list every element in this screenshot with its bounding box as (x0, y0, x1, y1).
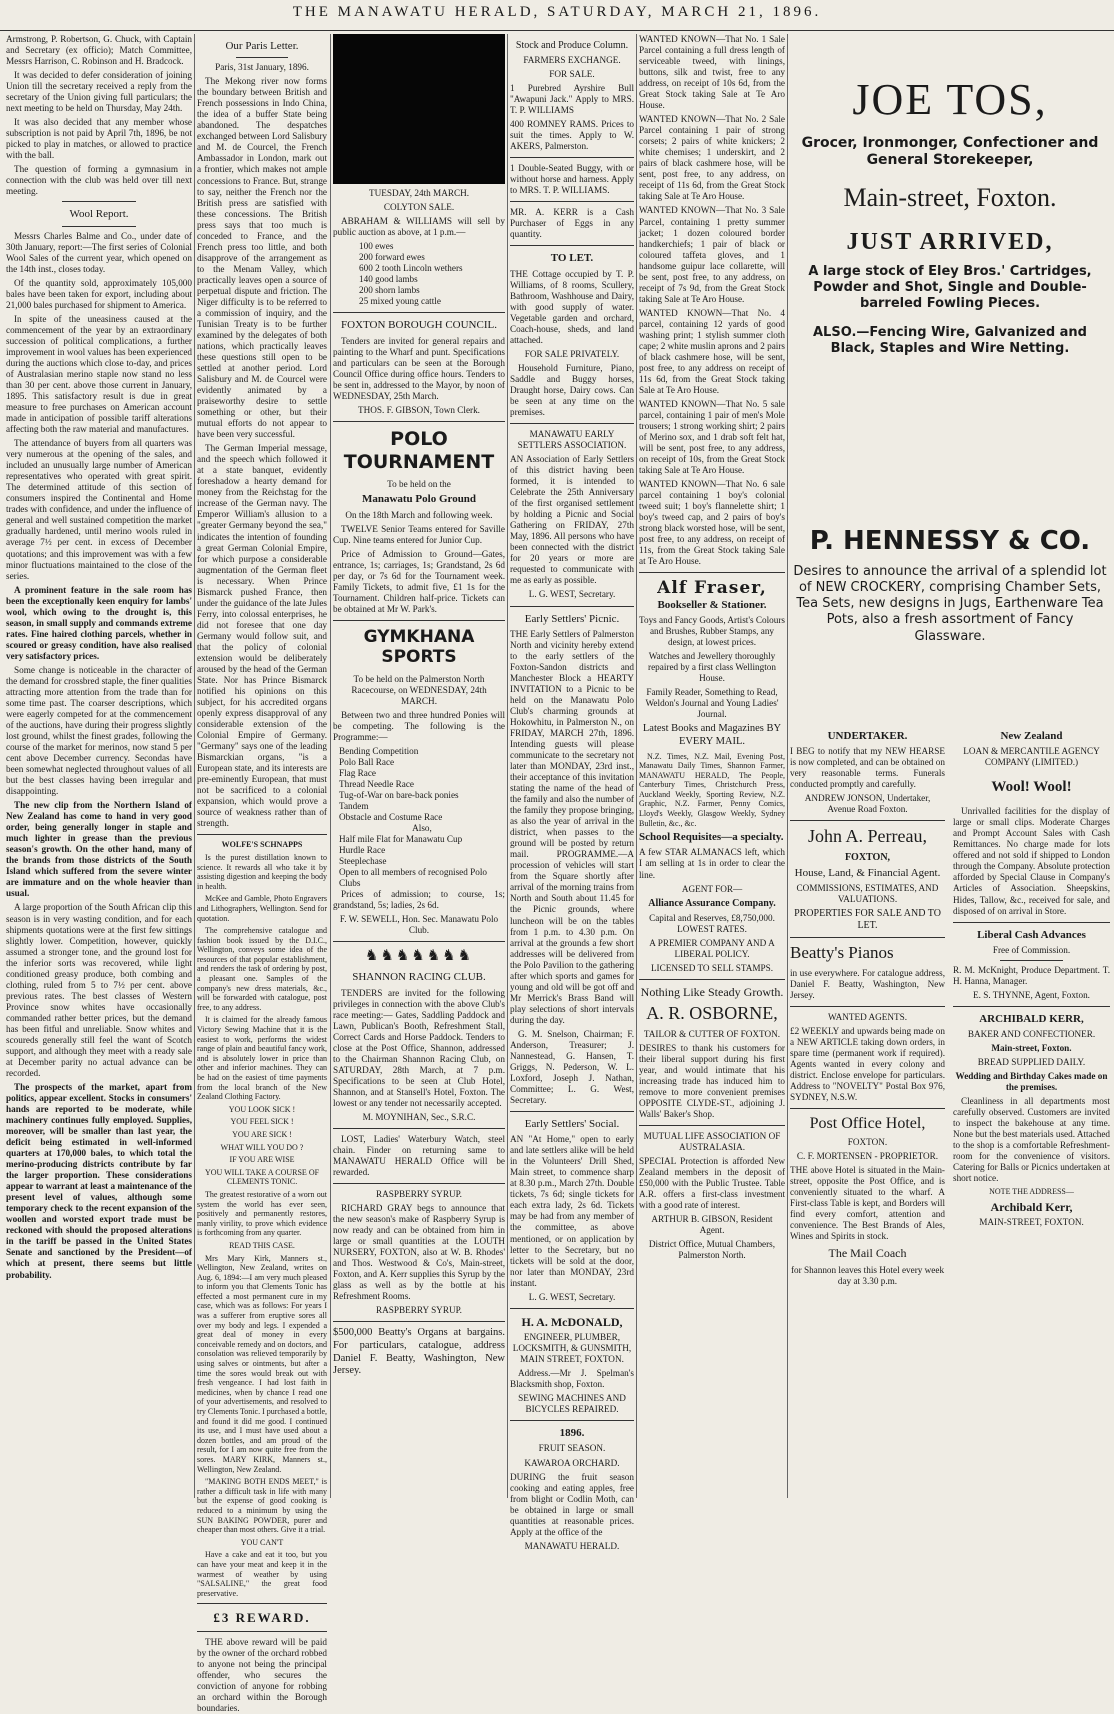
ad-text: ENGINEER, PLUMBER, LOCKSMITH, & GUNSMITH, MAIN STREET, FOXTON. (512, 1332, 632, 1365)
ad-text: Capital and Reserves, £8,750,000. LOWEST RATES. (649, 912, 775, 934)
ad-text: C. F. MORTENSEN - PROPRIETOR. (796, 1151, 939, 1162)
ad-heading: RASPBERRY SYRUP. (376, 1189, 462, 1199)
article-text: In spite of the uneasiness caused at the commencement of the year by an extraordinary succession of political complications, a further improvement in wool values has been experienced during the auctions which close to-day, and prices of Australasian merino staple now stand no less than 30 per cent. above those current in January, 1895. This satisfactory result is due in great measure to free purchases on American account made in anticipation of possible tariff alterations affecting both the raw material and manufactures. (6, 313, 192, 435)
dateline: Paris, 31st January, 1896. (215, 62, 309, 73)
ad-text: COMMISSIONS, ESTIMATES, AND VALUATIONS. (796, 883, 939, 905)
divider (639, 979, 785, 980)
lower-ads-right (953, 724, 1110, 1231)
divider (510, 201, 634, 202)
ad-text: Wedding and Birthday Cakes made on the premises. (955, 1071, 1108, 1093)
ad-text: SEWING MACHINES AND BICYCLES REPAIRED. (518, 1393, 626, 1415)
ad-text: PROPERTIES FOR SALE AND TO LET. (794, 908, 941, 932)
ad-signature: L. G. WEST, Secretary. (528, 1291, 616, 1302)
ad-text: LICENSED TO SELL STAMPS. (650, 962, 774, 973)
divider (333, 1128, 505, 1129)
ad-heading: WANTED AGENTS. (827, 1011, 908, 1022)
paris-letter-heading: Our Paris Letter. (225, 40, 299, 52)
stock-heading: Stock and Produce Column. (515, 40, 629, 51)
ad-text: To be held on the Palmerston North Racecourse, on WEDNESDAY, 24th MARCH. (351, 673, 487, 706)
divider (197, 1603, 327, 1604)
ad-signature: Archibald Kerr, (990, 1200, 1073, 1215)
ad-text: WANTED KNOWN—That No. 4 parcel, containing 12 yards of good washing print; 1 stylish summer cloth cape; 2 white muslin aprons and 2 pairs of black cashmere hose, will be sent, post free, to any address on receipt of 11s 6d, from the Great Stock taking Sale at Te Aro House. (639, 307, 785, 395)
ad-heading: ARCHIBALD KERR, (979, 1012, 1084, 1025)
ad-heading: Wool! Wool! (991, 779, 1072, 796)
ad-text: WANTED KNOWN—That No. 2 Sale Parcel containing 1 pair of strong corsets; 2 pairs of white knickers; 2 white chemises; 1 underskirt, and 2 pairs of black cashmere hose, will be sent, post free, to any address, on receipt of 11s 6d, from the Great Stock taking Sale at Te Aro House. (639, 114, 785, 202)
ad-text: Have a cake and eat it too, but you can have your meat and keep it in the warmest of weather by using "SALSALINE," the great food preservative. (197, 1550, 327, 1598)
ad-text: LOST, Ladies' Waterbury Watch, steel chain. Finder on returning same to MANAWATU HERALD Office will be rewarded. (333, 1133, 505, 1177)
ad-heading: FOR SALE PRIVATELY. (524, 348, 620, 359)
ad-text: YOU ARE SICK ! (232, 1129, 292, 1139)
ad-signature: MANAWATU HERALD. (524, 1540, 620, 1551)
ad-text: YOU CAN'T (240, 1537, 284, 1547)
divider (510, 606, 634, 607)
polo-heading: POLO TOURNAMENT (343, 427, 495, 473)
ad-signature: ARTHUR B. GIBSON, Resident Agent. (651, 1214, 773, 1236)
ad-text: Prices of admission; to course, 1s; grandstand, 5s; ladies, 2s 6d. (333, 889, 505, 911)
list-item: Open to all members of recognised Polo Clubs (339, 867, 487, 889)
ad-text: Is the purest distillation known to science. It rewards all who take it by assisting digestion and keeping the body in health. (197, 852, 327, 891)
ad-text: Unrivalled facilities for the display of large or small clips. Moderate Charges and Prompt Account Sales with Cash Remittances. No charge made for lots offered and not sold if shipped to London through the Company. Absolute protection afforded by Special Clause in Company's Articles of Association. Sheepskins, Hides, Tallow, &c., received for sale, and disposed of on arrival in Store. (953, 806, 1110, 916)
auction-list (333, 241, 505, 307)
alf-fraser-heading: Alf Fraser, (657, 578, 767, 599)
ad-text: 400 ROMNEY RAMS. Prices to suit the times. Apply to W. AKERS, Palmerston. (510, 119, 634, 152)
ad-text: Main-street, Foxton. (991, 1043, 1072, 1054)
joe-tos-heading: JOE TOS, (852, 75, 1048, 124)
gymkhana-heading: GYMKHANA SPORTS (363, 626, 475, 668)
ad-text: Family Reader, Something to Read, Weldon's Journal and Young Ladies' Journal. (645, 687, 779, 720)
wool-report-heading: Wool Report. (69, 208, 129, 221)
ad-text: READ THIS CASE. (229, 1240, 295, 1250)
ad-text: A few STAR ALMANACS left, which I am selling at 1s in order to clear the line. (639, 847, 785, 880)
ad-text: Free of Commission. (992, 944, 1071, 955)
racing-horses-image: ♞♞♞♞♞♞♞ (364, 948, 474, 965)
article-text: The German Imperial message, and the speech which followed it at a state banquet, evidently foreshadow a hearty demand for money from the Reichstag for the increase of the German navy. The Emperor William's allusion to a "greater Germany beyond the sea," indicates the intention of founding a great German Colonial Empire, for which purpose a considerable augmentation of the German fleet is necessary. When Prince Bismarck pushed France, then under the guidance of the late Jules Ferry, into colossal enterprises, he did not foresee that one day Germany would follow suit, and that the policy of colonial extension would be deliberately aroused by the head of the German State. Nor has Prince Bismarck notified his opinions on this subject, for his accredited organs openly express disapproval of any considerable extension of the Colonial Empire of Germany. "Germany" says one of the leading Bismarckian organs, "is a European state, and its interests are pre-eminently European, that must not be sacrificed to a colonial expansion, which would prove a source of weakness rather than of strength. (197, 443, 327, 829)
ad-heading: New Zealand (1000, 730, 1063, 742)
sale-date: TUESDAY, 24th MARCH. (368, 188, 470, 198)
ad-heading: 1896. (559, 1427, 585, 1440)
list-item: Steeplechase (339, 856, 387, 867)
ad-text: NOTE THE ADDRESS— (989, 1187, 1074, 1197)
column-6 (790, 34, 1110, 1496)
divider (510, 1308, 634, 1309)
divider (197, 1631, 327, 1632)
column-divider (194, 34, 195, 1498)
ad-heading: UNDERTAKER. (827, 730, 908, 742)
list-item: Thread Needle Race (339, 778, 414, 789)
ad-text: McKee and Gamble, Photo Engravers and Lithographers, Wellington. Send for quotation. (197, 894, 327, 923)
ad-text: Desires to announce the arrival of a splendid lot of NEW CROCKERY, comprising Chamber Sets, Tea Sets, new designs in Jugs, Earthenware Tea Pots, also a fresh assortment of Fancy Glassware. (793, 563, 1107, 644)
column-1 (6, 34, 192, 1496)
divider (333, 1183, 505, 1184)
divider (197, 834, 327, 835)
divider (639, 572, 785, 573)
column-divider (507, 34, 508, 1498)
ad-heading: RASPBERRY SYRUP. (376, 1305, 462, 1316)
ad-text: A large stock of Eley Bros.' Cartridges, Powder and Shot, Single and Double-barreled Fowling Pieces. (808, 264, 1092, 311)
hennessy-heading: P. HENNESSY & CO. (809, 526, 1091, 557)
ad-text: ABRAHAM & WILLIAMS will sell by public auction as above, at 1 p.m.— (333, 216, 505, 238)
ad-text: THE above reward will be paid by the owner of the orchard robbed to anyone not being the principal offender, who secures the conviction of anyone for robbing an orchard within the Borough boundaries. (197, 1636, 327, 1714)
article-text: It was also decided that any member whose subscription is not paid by April 7th, 1896, be not picked to play in matches, or allowed to practice with the ball. (6, 117, 192, 161)
ad-heading: School Requisites—a specialty. (639, 831, 784, 844)
ad-heading: A. R. OSBORNE, (646, 1003, 778, 1024)
list-item: Hurdle Race (339, 845, 386, 856)
list-item: Tandem (339, 800, 369, 811)
list-item: 600 2 tooth Lincoln wethers (359, 263, 463, 274)
list-item: 200 forward ewes (359, 252, 425, 263)
just-arrived-heading: JUST ARRIVED, (846, 228, 1054, 255)
ad-signature: E. S. THYNNE, Agent, Foxton. (973, 989, 1090, 1000)
ad-heading: Post Office Hotel, (809, 1114, 926, 1132)
list-item: 140 good lambs (359, 274, 418, 285)
column-divider (330, 34, 331, 1498)
ad-heading: Liberal Cash Advances (977, 928, 1086, 941)
ad-text: WANTED KNOWN—That No. 6 sale parcel containing 1 boy's colonial tweed suit; 1 boy's flannelette shirt; 1 boy's tweed cap, and 2 pairs of boy's strong black worsted hose, will be sent, post free, to any address, on receipt of 11s, from the Great Stock taking Sale at Te Aro House. (639, 479, 785, 567)
list-item: Polo Ball Race (339, 756, 395, 767)
ad-heading: FOXTON BOROUGH COUNCIL. (341, 319, 497, 332)
ad-text: To be held on the (387, 479, 451, 490)
divider (790, 937, 945, 938)
column-divider (636, 34, 637, 1498)
ad-text: YOU WILL TAKE A COURSE OF CLEMENTS TONIC. (204, 1167, 320, 1187)
ad-heading: Early Settlers' Picnic. (524, 612, 620, 625)
ad-text: Cleanliness in all departments most carefully observed. Customers are invited to inspect the bakehouse at any time. None but the best materials used. Attached to the shop is a comfortable Refreshment-room for the convenience of visitors. Catering for Balls or Picnics undertaken at short notice. (953, 1096, 1110, 1184)
ad-text: YOU FEEL SICK ! (230, 1117, 294, 1127)
divider (790, 820, 945, 821)
ad-text: AN Association of Early Settlers of this district having been formed, it is intended to Celebrate the 25th Anniversary of the first organised settlement by holding a Picnic and Social Gathering on FRIDAY, 27th May, 1896. All persons who have been connected with the district for 20 years or more are requested to communicate with me as early as possible. (510, 454, 634, 586)
ad-text: MR. A. KERR is a Cash Purchaser of Eggs in any quantity. (510, 207, 634, 240)
list-item: Obstacle and Costume Race (339, 811, 443, 822)
divider (62, 201, 136, 202)
ad-text: WANTED KNOWN—That No. 3 Sale Parcel, containing 1 pretty summer jacket; 1 dozen coloured border handkerchiefs; 1 pair of black or coloured taffeta gloves, and 1 handsome guipur lace collarette, will be sent, post free, to any address, on receipt of 7s 9d, from the Great Stock taking Sale at Te Aro House. (639, 205, 785, 304)
article-text: The prospects of the market, apart from politics, appear excellent. Stocks in consumers' hands are reported to be moderate, while machinery continues fully employed. Supplies, moreover, will be smaller than last year, the deficit being estimated in well-informed quarters at 170,000 bales, to which total the merino-producing districts contribute by far the larger proportion. These considerations appear to warrant at least a maintenance of the present level of values, although some temporary check to the recent expansion of the woollen and worsted export trade must be reckoned with should the proposed alterations in the tariff be passed in the United States Senate and sanctioned by the President—of which at present, there seems but little probability. (6, 1081, 192, 1280)
ad-text: The greatest restorative of a worn out system the world has ever seen, positively and permanently restores, manly virility, to prove which evidence is forthcoming from any quarter. (197, 1189, 327, 1238)
ad-text: Main-street, Foxton. (843, 183, 1057, 213)
divider (62, 226, 136, 227)
column-2 (197, 34, 327, 1714)
ad-text: THE above Hotel is situated in the Main-street, opposite the Post Office, and is conveniently situated to the wharf. A First-class Table is kept, and Borders will find every comfort, attention and convenience. The Best Brands of Ales, Wines and Spirits in stock. (790, 1165, 945, 1242)
ad-text: Tenders are invited for general repairs and painting to the Wharf and punt. Specifications and particulars can be seen at the Borough Council Office during office hours. Tenders to be sent in, addressed to the Mayor, by noon of WEDNESDAY, 25th March. (333, 335, 505, 401)
ad-text: in use everywhere. For catalogue address, Daniel F. Beatty, Washington, New Jersey. (790, 967, 945, 1000)
ad-heading: MANAWATU EARLY SETTLERS ASSOCIATION. (517, 429, 627, 451)
ad-text: WANTED KNOWN—That No. 5 sale parcel, containing 1 pair of men's Mole trousers; 1 strong working shirt; 2 pairs of Merino sox, and 1 drab soft felt hat, will be sent, post free, to any address, on receipt of 10s, from the Great Stock taking Sale at Te Aro House. (639, 399, 785, 476)
reward-heading: £3 REWARD. (213, 1610, 311, 1626)
list-item: Flag Race (339, 767, 376, 778)
divider (1000, 960, 1063, 961)
ad-text: It is claimed for the already famous Victory Sewing Machine that it is the easiest to work, performs the widest range of plain and beautiful fancy work, and is absolutely lower in price than other and inferior machines. They can be had on the easiest of time payments from the local branch of the New Zealand Clothing Factory. (197, 1015, 327, 1102)
ad-text: BREAD SUPPLIED DAILY. (977, 1057, 1086, 1068)
ad-text: Latest Books and Magazines BY EVERY MAIL. (642, 723, 782, 747)
ad-text: WANTED KNOWN—That No. 1 Sale Parcel containing a full dress length of serviceable tweed, with linings, buttons, silk and twist, free to any address, on receipt of 10s 6d, from the Great Stock taking Sale at Te Aro House. (639, 34, 785, 111)
ad-text: Price of Admission to Ground—Gates, entrance, 1s; carriages, 1s; Grandstand, 2s 6d per day, or 7s 6d for the Tournament week. Family Tickets, to admit five, £1 1s for the Tournament. Children half-price. Tickets can be obtained at Mr W. Park's. (333, 548, 505, 614)
article-text: Some change is noticeable in the character of the demand for crossbred staple, the finer qualities attracting more attention from the trade than for some time past. The coarser descriptions, which were eagerly competed for at the commencement of the auctions, have during their progress slightly lost ground, whilst the finest grades, following the course of the market for merinos, now stand 5 per cent above December currency. Secondas have been somewhat neglected throughout values of all but the best classes having been irregular and disappointing. (6, 664, 192, 797)
divider (333, 620, 505, 621)
ad-text: FOXTON. (847, 1137, 888, 1148)
ad-text: THE Cottage occupied by T. P. Williams, of 8 rooms, Scullery, Bathroom, Washhouse and Dairy, with good supply of water. Vegetable garden and orchard, Coach-house, sheds, and land attached. (510, 268, 634, 345)
divider (790, 1108, 945, 1109)
ad-text: FARMERS EXCHANGE. (523, 55, 621, 65)
ad-text: Household Furniture, Piano, Saddle and Buggy horses, Draught horse, Dairy cows. Can be seen at any time on the premises. (510, 362, 634, 417)
column-5 (639, 34, 785, 1496)
lower-ads-left (790, 724, 945, 1290)
ad-text: Address.—Mr J. Spelman's Blacksmith shop, Foxton. (510, 1368, 634, 1390)
list-item: Also, (412, 823, 432, 833)
ad-text: A PREMIER COMPANY AND A LIBERAL POLICY. (649, 937, 775, 959)
divider (510, 245, 634, 246)
article-text: The question of forming a gymnasium in connection with the club was held over till next meeting. (6, 164, 192, 197)
divider (510, 157, 634, 158)
article-text: It was decided to defer consideration of joining Union till the secretary received a reply from the secretary of the Union giving full particulars; the next meeting to be held on Thursday, May 24th. (6, 70, 192, 114)
ad-heading: SHANNON RACING CLUB. (352, 971, 486, 984)
column-3 (333, 34, 505, 1496)
ad-text: DURING the fruit season cooking and eating apples, free from blight or Codlin Moth, can be obtained in large or small quantities at reasonable prices. Apply at the office of the (510, 1471, 634, 1537)
divider (510, 423, 634, 424)
ad-signature: THOS. F. GIBSON, Town Clerk. (358, 404, 480, 415)
ad-text: TWELVE Senior Teams entered for Saville Cup. Nine teams entered for Junior Cup. (333, 523, 505, 545)
ad-text: Watches and Jewellery thoroughly repaired by a first class Wellington House. (648, 651, 776, 684)
divider (639, 1125, 785, 1126)
ad-text: FOR SALE. (549, 69, 595, 80)
ad-text: ALSO.—Fencing Wire, Galvanized and Black, Staples and Wire Netting. (813, 325, 1087, 356)
divider (333, 312, 505, 313)
ad-heading: H. A. McDONALD, (521, 1314, 623, 1329)
ad-heading: KAWAROA ORCHARD. (524, 1457, 620, 1468)
ad-text: DESIRES to thank his customers for their liberal support during his first year, and would intimate that his increasing trade has induced him to remove to more convenient premises OPPOSITE CLYDE-ST., adjoining J. Walls' Baker's Shop. (639, 1042, 785, 1119)
list-item: Bending Competition (339, 745, 419, 756)
list-item: 200 shorn lambs (359, 285, 420, 296)
divider (510, 1111, 634, 1112)
article-text: A prominent feature in the sale room has been the exceptionally keen enquiry for lambs' wool, which owing to the drought is, this season, in small supply and commands extreme rates. Fine haired clothing parcels, whether in scoured or greasy condition, have also realised very satisfactory prices. (6, 584, 192, 661)
article-text: The Mekong river now forms the boundary between British and French possessions in Indo China, the idea of a buffer State being abandoned. The despatches exchanged between Lord Salisbury and M. de Courcel, the French Ambassador in London, mark out a frontier, which makes not ample concessions to France. But, strange to say, neither the French nor the British press are satisfied with these concessions. The British press says that too much is conceded to France, and the French press too little, and both disapprove of the arrangement as to the Menam Valley, which practically leaves open a source of perpetual dispute and friction. The Niger difficulty is to be referred to a commission of inquiry, and the Tunisian Treaty is to be further examined by the delegates of both nations, which practically leaves these questions still open to be settled at another period. Lord Salisbury and M. de Courcel were evidently animated by a praiseworthy desire to settle something or other, but their mutual efforts do not appear to have been very successful. (197, 76, 327, 440)
redacted-block (333, 34, 505, 184)
ad-text: FOXTON, (844, 851, 891, 863)
ad-heading: Alliance Assurance Company. (648, 897, 776, 909)
ad-text: Bookseller & Stationer. (657, 598, 767, 611)
ad-signature: M. MOYNIHAN, Sec., S.R.C. (362, 1111, 476, 1122)
ad-text: $500,000 Beatty's Organs at bargains. For particulars, catalogue, address Daniel F. Beatty, Washington, New Jersey. (333, 1327, 505, 1377)
ad-heading: FRUIT SEASON. (538, 1443, 606, 1454)
ad-text: WHAT WILL YOU DO ? (220, 1142, 304, 1152)
column-4 (510, 34, 634, 1551)
programme-list (333, 746, 505, 889)
ad-text: BAKER AND CONFECTIONER. (967, 1029, 1096, 1040)
divider (333, 421, 505, 422)
ad-text: YOU LOOK SICK ! (228, 1104, 296, 1114)
masthead: THE MANAWATU HERALD, SATURDAY, MARCH 21, 1896. (0, 4, 1114, 31)
article-text: Of the quantity sold, approximately 105,000 bales have been taken for export, including about 21,000 bales purchased for shipment to America. (6, 277, 192, 310)
ad-text: Grocer, Ironmonger, Confectioner and General Storekeeper, (801, 134, 1099, 168)
article-text: Armstrong, P. Robertson, G. Chuck, with Captain and Secretary (ex officio); Match Committee, Messrs Harrison, C. Robinson and H. Bradcock. (6, 34, 192, 67)
ad-signature: L. G. WEST, Secretary. (528, 589, 616, 600)
ad-text: District Office, Mutual Chambers, Palmerston North. (648, 1239, 776, 1261)
ad-text: "MAKING BOTH ENDS MEET," is rather a difficult task in life with many but the expense of good cooking is reduced to a minimum by using the SUN BAKING POWDER, purer and cheaper than most others. Give it a trial. (197, 1477, 327, 1535)
divider (953, 922, 1110, 923)
ad-text: Toys and Fancy Goods, Artist's Colours and Brushes, Rubber Stamps, any design, at lowest prices. (639, 615, 785, 648)
ad-heading: MUTUAL LIFE ASSOCIATION OF AUSTRALASIA. (643, 1130, 781, 1152)
sale-title: COLYTON SALE. (383, 202, 455, 213)
ad-text: MAIN-STREET, FOXTON. (979, 1217, 1084, 1228)
ad-text: TAILOR & CUTTER OF FOXTON. (643, 1028, 781, 1039)
ad-heading: John A. Perreau, (808, 826, 927, 847)
ad-signature: ANDREW JONSON, Undertaker, Avenue Road Foxton. (804, 793, 931, 815)
list-item: Tug-of-War on bare-back ponies (339, 789, 459, 800)
ad-text: TENDERS are invited for the following privileges in connection with the above Club's race meeting:— Gates, Saddling Paddock and Lawn, Publican's Booth, Refreshment Stall, Correct Cards and Horse Paddock. Tenders to close at the Post Office, Shannon, addressed to the Chairman Shannon Racing Club, on SATURDAY, 28th March, at 7 p.m. Specifications to be seen at Club Hotel, Shannon, and at Stansell's Hotel, Foxton. The lowest or any tender not necessarily accepted. (333, 987, 505, 1108)
divider (953, 1006, 1110, 1007)
ad-signature: F. W. SEWELL, Hon. Sec. Manawatu Polo Club. (339, 914, 499, 936)
ad-text: THE Early Settlers of Palmerston North and vicinity hereby extend to the early settlers of the Foxton-Sandon districts and Manchester Block a HEARTY INVITATION to a Picnic to be held on the Manawatu Polo Club's charming grounds at Hokowhitu, in Palmerston N., on FRIDAY, MARCH 27th, 1896. Intending guests will please communicate to the secretary not later than MONDAY, 23rd inst., their acceptance of this invitation stating the name of the head of the family and also the number of the family they propose bringing, as also the year of arrival in the district, when passes to the ground will be posted by return mail. PROGRAMME.—A procession of vehicles will start from the Square shortly after arrival of the morning trains from North and South about 11.45 for the Picnic grounds, where luncheon will be on the tables from 1 p.m. to 4.30 p.m. On arrival at the grounds a few short addresses will be delivered from the Polo Pavilion to the gathering after which sports and games for young and old will be got off and Mr Merrick's Brass Band will play selections of short intervals during the day. (510, 628, 634, 1025)
ad-text: 1 Double-Seated Buggy, with or without horse and harness. Apply to MRS. T. P. WILLIAMS. (510, 163, 634, 196)
ad-heading: Early Settlers' Social. (524, 1118, 620, 1131)
divider (236, 57, 288, 58)
ad-text: IF YOU ARE WISE (229, 1155, 295, 1165)
article-text: The attendance of buyers from all quarters was very numerous at the opening of the sales, and included an unusually large number of American representatives who operated with great spirit. The determined attitude of this section of consumers inspired the Continental and Home trades with confidence, and under the influence of general and well sustained competition the market gradually hardened, until merino wools ruled in average 7½ per cent. in excess of December quotations; and this improvement was with a few minor fluctuations maintained to the close of the series. (6, 438, 192, 581)
article-text: Messrs Charles Balme and Co., under date of 30th January, report:—The first series of Colonial Wool Sales of the current year, which opened on the 14th inst., closes today. (6, 230, 192, 274)
ad-heading: The Mail Coach (828, 1246, 907, 1261)
ad-text: RICHARD GRAY begs to announce that the new season's make of Raspberry Syrup is now ready and can be obtained from him in large or small quantities at the LOUTH NURSERY, FOXTON, also at W. B. Rhodes' and Thos. Westwood & Co's, Main-street, Foxton, and A. Kerr supplies this Syrup by the glass as well as by the bottle at his Refreshment Rooms. (333, 1203, 505, 1302)
ad-text: I BEG to notify that my NEW HEARSE is now completed, and can be obtained on very reasonable terms. Funerals conducted promptly and carefully. (790, 746, 945, 790)
list-item: Half mile Flat for Manawatu Cup (339, 834, 463, 845)
ad-text: The comprehensive catalogue and fashion book issued by the D.I.C., Wellington, conveys some idea of the resources of that popular establishment, and renders the task of ordering by post, a pleasant one. Samples of the company's new dress materials, &c., will be forwarded with catalogue, post free, to any address. (197, 926, 327, 1012)
ad-text: 1 Purebred Ayrshire Bull "Awapuni Jack." Apply to MRS. T. P. WILLIAMS (510, 83, 634, 116)
ad-text: Manawatu Polo Ground (361, 493, 477, 506)
divider (333, 1321, 505, 1322)
divider (510, 1420, 634, 1421)
ad-text: AGENT FOR— (681, 883, 743, 894)
ad-heading: Beatty's Pianos (790, 943, 894, 963)
ad-text: AN "At Home," open to early and late settlers alike will be held in the Volunteers' Drill Shed, Main street, to commence sharp at 8.30 p.m., March 27th. Double tickets, 7s 6d; single tickets for each extra lady, 2s 6d. Tickets may be had from any member of the committee, as above mentioned, or on application by letter to the Secretary, but no tickets will be sold at the door, nor later than MONDAY, 23rd instant. (510, 1134, 634, 1288)
ad-text: SPECIAL Protection is afforded New Zealand members in the deposit of £50,000 with the Public Trustee. Table A.R. offers a first-class investment with a good rate of interest. (639, 1156, 785, 1211)
column-divider (787, 34, 788, 1498)
ad-heading: WOLFE'S SCHNAPPS (221, 840, 303, 850)
article-text: The new clip from the Northern Island of New Zealand has come to hand in very good order, being generally longer in staple and much lighter in grease than the previous season's growth. On the other hand, many of the brands from those districts of the South Island which suffered from the severe winter are immature and on the whole heavier than usual. (6, 800, 192, 899)
ad-text: Between two and three hundred Ponies will be competing. The following is the Programme:— (333, 709, 505, 742)
ad-text: On the 18th March and following week. (345, 509, 493, 520)
ad-text: £2 WEEKLY and upwards being made on a NEW ARTICLE taking down orders, in spare time (permanent work if required). Agents wanted in every colony and district. Enclose envelope for particulars. Address to "NOVELTY" Postal Box 976, SYDNEY, N.S.W. (790, 1025, 945, 1102)
ad-text: R. M. McKnight, Produce Department. T. H. Hanna, Manager. (953, 964, 1110, 986)
ad-text: Mrs Mary Kirk, Manners st., Wellington, New Zealand, writes on Aug. 6, 1894:—I am very much pleased to inform you that Clements Tonic has effected a most permanent cure in my case, which was as follows: For years I was a sufferer from eruptive sores all over my body and legs. I expended a great deal of money in every conceivable remedy and on doctors, and consolation was relieved temporarily by using salves or ointments, but after a time the sores would break out with fresh vengeance. I had lost faith in medicines, when by chance I read one of your advertisements, and resolved to try Clements Tonic. I purchased a bottle, and found it did me good. I continued its use, and I must have used about a dozen bottles, and am proud of the result, for I am now quite free from the sores. MARY KIRK, Manners st., Wellington, New Zealand. (197, 1253, 327, 1474)
article-text: A large proportion of the South African clip this season is in very wasting condition, and for each shipments quotations were at the first few sittings slightly lower. Competition, however, quickly assumed a stronger tone, and the ground lost for the inferior sorts was recovered, while light conditioned greasy produce, both combing and clothing, ruled from 5 to 7½ per cent. above previous rates. The best classes of Western Province snow whites have occasionally commanded rather better prices, but the demand has been fitful and unreliable. Snow whites and scoureds generally still feel the want of Scotch support, and although they meet with a ready sale at December parity no actual advance can be recorded. (6, 902, 192, 1078)
ad-text: N.Z. Times, N.Z. Mail, Evening Post, Manawatu Daily Times, Shannon Farmer, MANAWATU HERALD, The People, Canterbury Times, Christchurch Press, Auckland Weekly, Sporting Review, N.Z. Graphic, N.Z. Farmer, Penny Comics, Lloyd's Weekly, Glasgow Weekly, Sydney Bulletin, &c., &c. (639, 751, 785, 828)
list-item: 100 ewes (359, 241, 394, 252)
divider (333, 941, 505, 942)
divider (790, 1006, 945, 1007)
ad-heading: TO LET. (550, 252, 594, 265)
ad-signature: G. M. Snelson, Chairman; F. Anderson, Treasurer; J. Nannestead, G. Hansen, T. Griggs, N. Pederson, W. L. Loxford, Joseph J. Nathan, Committee; L. G. West, Secretary. (510, 1028, 634, 1105)
ad-text: House, Land, & Financial Agent. (794, 866, 941, 879)
list-item: 25 mixed young cattle (359, 296, 441, 307)
ad-text: for Shannon leaves this Hotel every week day at 3.30 p.m. (790, 1264, 945, 1286)
ad-heading: Nothing Like Steady Growth. (640, 984, 784, 999)
ad-text: LOAN & MERCANTILE AGENCY COMPANY (LIMITED.) (963, 746, 1100, 768)
